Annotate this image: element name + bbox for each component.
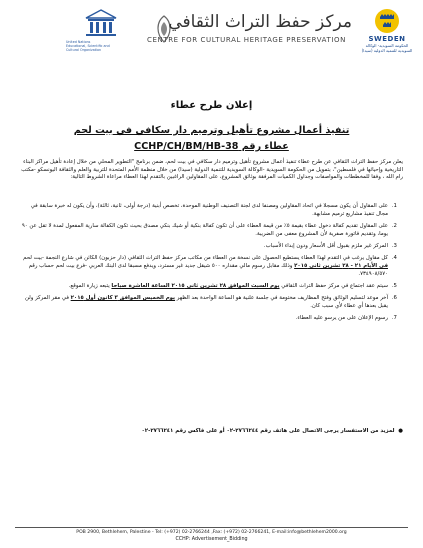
unesco-temple-icon (83, 8, 119, 38)
list-item: 6. آخر موعد لتسليم الوثائق وفتح المظاريف مختومة في جلسة علنية هو الساعة الواحدة بعد الظهر يوم الخميس الموافق ٣ كانون أول ٢٠١٥ في مقر المركز ولن يقبل بعدها أي عطاء لأي سبب كان. (20, 295, 390, 310)
list-item: 7. رسوم الإعلان على من يرسو عليه العطاء. (20, 315, 390, 323)
tender-number: عطاء رقم CCHP/CH/BM/HB-38 (134, 141, 289, 152)
cchp-logo (146, 12, 352, 52)
footer-divider (15, 527, 408, 528)
conditions-list (20, 203, 404, 328)
unesco-logo (66, 8, 136, 52)
sweden-arabic-line-1: الحكومة السويدية- الوكالة (365, 43, 409, 48)
intro-paragraph: يعلن مركز حفظ التراث الثقافي عن طرح عطاء تنفيذ أعمال مشروع تأهيل وترميم دار سكافي في بيت لحم، ضمن برنامج "التطوير المحلي من خلال إعادة تأهيل مراكز البناء التاريخية وإحيائها في فلسطين"، بتمويل من الحكومة السويدية -الوكالة السويدية للتنمية الدولية (سيدا) من خلال منظمة الأمم المتحدة للتربية والعلم والثقافة اليونسكو -مكتب رام الله ، وفقا للمخططات والمواصفات وجداول الكميات المرفقة بوثائق المشروع، على المقاولين الراغبين بالتقدم لهذا العطاء مراعاة الشروط التالية: (21, 159, 403, 181)
footer-contact: POB 2900, Bethlehem, Palestine - Tel: (+972) 02-2766244 ,Fax: (+972) 02-2766241, E-mail:info@bethlehem2000.org (76, 530, 347, 535)
list-item: 2. على المقاول تقديم كفالة دخول عطاء بقيمة ٥٪ من قيمة العطاء على أن تكون كفالة بنكية أو شيك بنكي مصدق بحيث تكون الكفالة سارية المفعول لمدة لا تقل عن ٩٠ يوما، وتقديم فاتورة صفرية لأن المشروع معفى من الضريبة. (20, 223, 390, 238)
footer-reference: CCHP: Advertisement_Bidding (175, 537, 248, 542)
bullet-icon: ● (394, 428, 403, 434)
list-item: 4. كل مقاول يرغب في التقدم لهذا العطاء يستطيع الحصول على نسخة من العطاء من مكاتب مركز حفظ التراث الثقافي (دار حزبون) الكائن في شارع النجمة -بيت لحم في الأيام ٢١ - ٢٨ تشرين ثاني ٢٠١٥ وذلك مقابل رسوم مالي مقداره ٥٠٠ شيقل جديد غير مسترد، ويدفع مسبقا لدى البنك العربي -فرع بيت لحم حساب رقم ٧٣٤٩٠٨/٥٧٠. (20, 255, 390, 278)
project-title: تنفيذ أعمال مشروع تأهيل وترميم دار سكافي في بيت لحم (73, 125, 350, 136)
sweden-arabic-line-2: السويدية للتنمية الدولية (سيدا) (361, 48, 413, 53)
cchp-english-name: CENTRE FOR CULTURAL HERITAGE PRESERVATION (146, 36, 346, 44)
list-item: 3. المركز غير ملزم بقبول أقل الأسعار ودون إبداء الأسباب. (20, 243, 390, 251)
sweden-logo (360, 8, 414, 53)
sweden-name: SWEDEN (368, 35, 406, 43)
inquiry-note: ● لمزيد من الاستفسار يرجى الاتصال على هاتف رقم ٢٧٦٦٢٤٤-٠٢ أو على فاكس رقم ٢٧٦٦٢٤١-٠٢ (141, 428, 403, 434)
cchp-arabic-name: مركز حفظ التراث الثقافي (168, 12, 352, 32)
list-item: 5. سيتم عقد اجتماع في مركز حفظ التراث الثقافي يوم السبت الموافق ٢٨ تشرين ثاني ٢٠١٥ الساعة العاشرة صباحا يتبعه زيارة الموقع. (20, 283, 390, 291)
sweden-crowns-icon (374, 8, 400, 34)
unesco-name: United Nations Educational, Scientific and Cultural Organization (66, 40, 110, 53)
announcement-title: إعلان طرح عطاء (170, 100, 253, 111)
list-item: 1. على المقاول أن يكون مسجلا في اتحاد المقاولين ومصنفا لدى لجنة التصنيف الوطنية الموحدة، تخصص أبنية (درجة أولى، ثانية، ثالثة)، وأن يكون له خبرة سابقة في مجال تنفيذ مشاريع ترميم مشابهة. (20, 203, 390, 218)
